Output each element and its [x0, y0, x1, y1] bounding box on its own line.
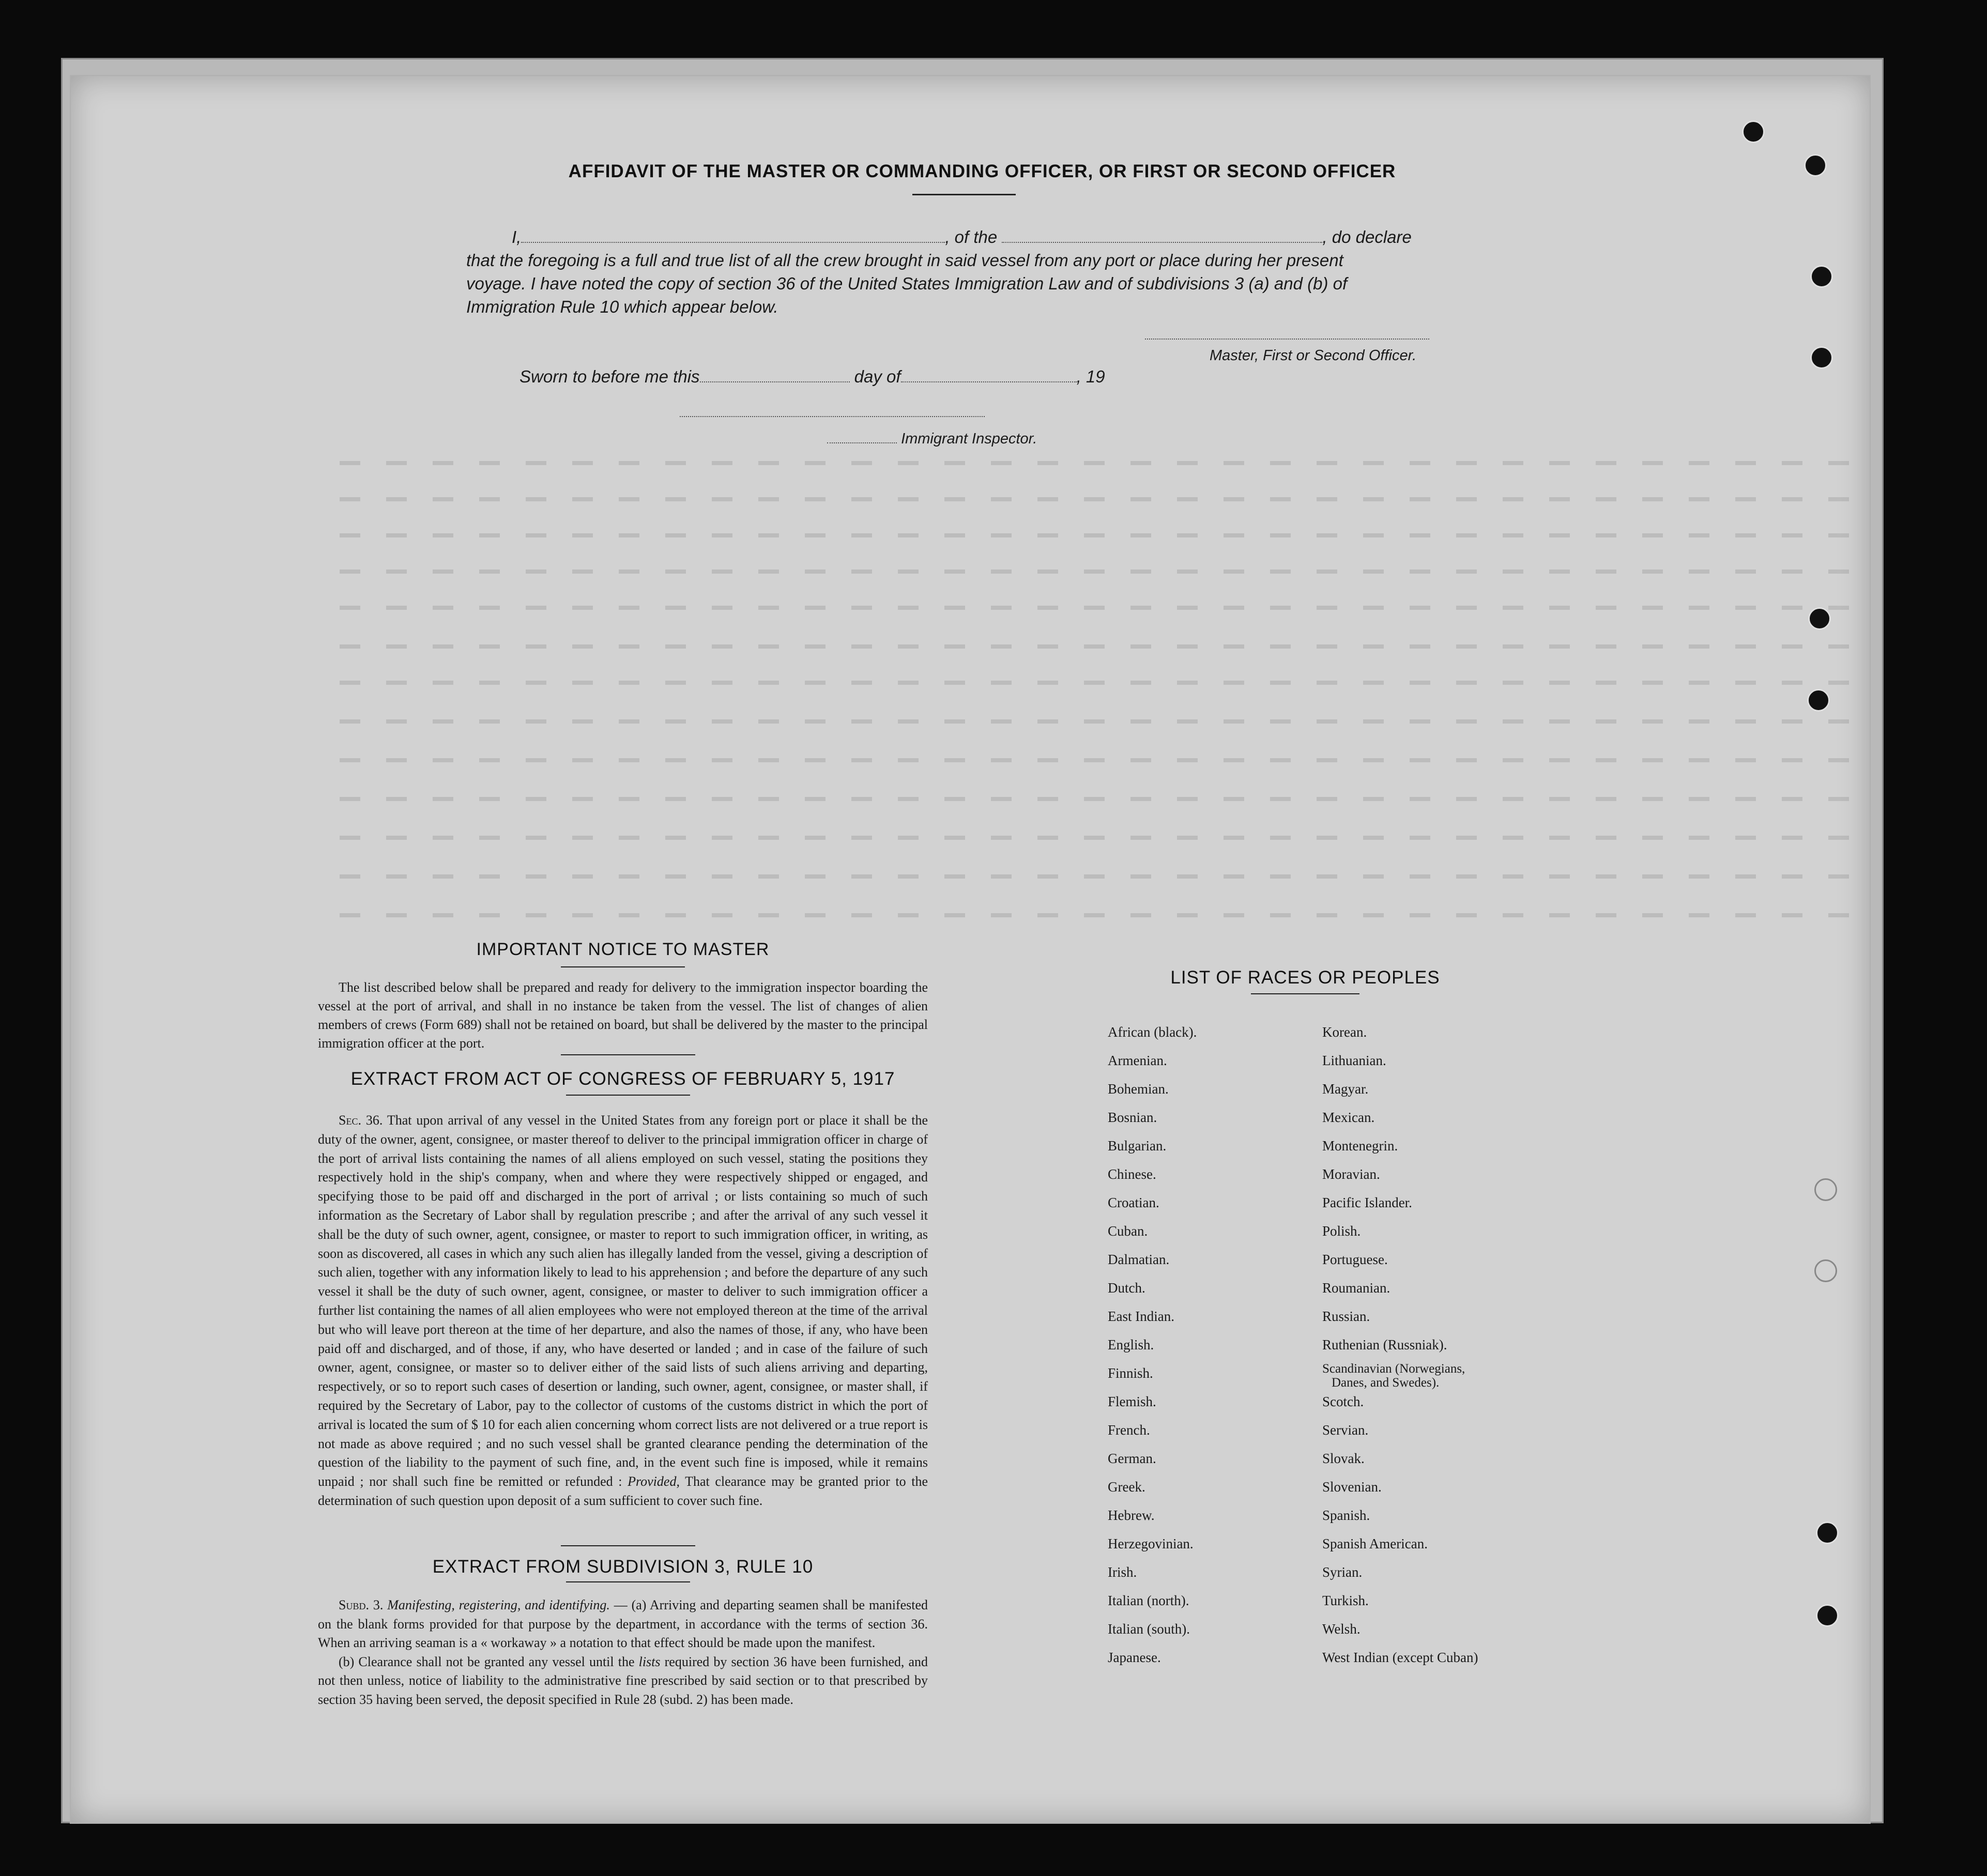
punch-hole [1808, 607, 1831, 630]
punch-hole [1810, 346, 1833, 369]
act-end-rule [561, 1545, 695, 1546]
race-item: Bulgarian. [1108, 1138, 1167, 1154]
race-item: English. [1108, 1337, 1154, 1352]
race-item: Bosnian. [1108, 1110, 1157, 1125]
bleed-through-row [340, 681, 1864, 685]
sworn-day-blank [700, 381, 850, 382]
year-prefix: , 19 [1076, 367, 1105, 386]
race-item: Herzegovinian. [1108, 1536, 1194, 1551]
bleed-through-row [340, 461, 1864, 465]
heading-rule [912, 194, 1016, 195]
act-rule [566, 1095, 690, 1096]
race-item: Scotch. [1322, 1394, 1364, 1409]
races-list-right [1322, 1024, 1478, 1678]
race-item: Mexican. [1322, 1110, 1375, 1125]
race-item: Croatian. [1108, 1195, 1159, 1210]
race-item: Turkish. [1322, 1593, 1369, 1608]
affidavit-line-4: Immigration Rule 10 which appear below. [466, 297, 778, 316]
master-signature-blank [1145, 339, 1429, 340]
punch-hole [1814, 1178, 1837, 1201]
inspector-signature-blank [680, 416, 985, 417]
act-heading: EXTRACT FROM ACT OF CONGRESS OF FEBRUARY 5, 1917 [350, 1069, 895, 1089]
race-item: Magyar. [1322, 1081, 1369, 1097]
race-item: Spanish American. [1322, 1536, 1428, 1551]
race-item: Lithuanian. [1322, 1053, 1386, 1068]
bleed-through-row [340, 719, 1864, 724]
race-item: Flemish. [1108, 1394, 1156, 1409]
bleed-through-row [340, 797, 1864, 801]
act-section-36-text: Sec. 36. That upon arrival of any vessel in the United States from any foreign port or place it shall be the duty of the owner, agent, consignee, or master thereof to deliver to the principal immigration officer in charge of the port of arrival lists containing the names of all aliens employed on such vessel, stating the positions they respectively hold in the ship's company, when and where they were respectively shipped or engaged, and specifying those to be paid off and discharged in the port of arrival ; or lists containing so much of such information as the Secretary of Labor shall by regulation prescribe ; and after the arrival of any such vessel it shall be the duty of such owner, agent, consignee, or master to report to such immigration officer, in writing, as soon as discovered, all cases in which any such alien has illegally landed from the vessel, giving a description of such alien, together with any information likely to lead to his apprehension ; and before the departure of any such vessel it shall be the duty of such owner, agent, consignee, or master to deliver to such immigration officer a further list containing the names of all alien employees who were not employed thereon at the time of the arrival but who will leave port thereon at the time of her departure, and also the names of those, if any, who have been paid off and discharged, and of those, if any, who have deserted or landed ; and in case of the failure of such owner, agent, consignee, or master so to deliver either of the said lists of such aliens arriving and departing, respectively, or so to report such cases of desertion or landing, such owner, agent, consignee, or master shall, if required by the Secretary of Labor, pay to the collector of customs of the customs district in which the port of arrival is located the sum of $ 10 for each alien concerning whom correct lists are not delivered or a true report is not made as above required ; and no such vessel shall be granted clearance pending the determination of the question of the liability to the payment of such fine, and, in the event such fine is imposed, while it remains unpaid ; nor shall such fine be remitted or refunded : Provided, That clearance may be granted prior to the determination of such question upon deposit of a sum sufficient to cover such fine. [318, 1113, 928, 1508]
bleed-through-row [340, 570, 1864, 574]
inspector-line [827, 430, 1037, 448]
affidavit-line-3: voyage. I have noted the copy of section 36 of the United States Immigration Law and of subdivisions 3 (a) and (b) of [466, 274, 1348, 293]
race-item: Syrian. [1322, 1564, 1363, 1580]
master-signature-label: Master, First or Second Officer. [1210, 347, 1417, 364]
race-item-line: Danes, and Swedes). [1332, 1376, 1440, 1390]
name-blank [521, 242, 945, 243]
race-item: German. [1108, 1451, 1156, 1466]
inspector-blank-short [827, 442, 897, 443]
race-item: Spanish. [1322, 1508, 1370, 1523]
race-item: Korean. [1322, 1024, 1367, 1040]
sworn-line [519, 367, 1105, 387]
race-item: Japanese. [1108, 1650, 1161, 1665]
punch-hole [1742, 120, 1765, 143]
race-item: Moravian. [1322, 1166, 1380, 1182]
races-rule [1251, 993, 1359, 994]
of-the-label: , of the [945, 227, 998, 247]
section-label: Sec. 36. [339, 1113, 383, 1128]
bleed-through-row [340, 758, 1864, 762]
race-item: Slovenian. [1322, 1479, 1382, 1495]
race-item-line: Scandinavian (Norwegians, [1322, 1362, 1465, 1376]
bleed-through-row [340, 644, 1864, 649]
vessel-blank [1002, 242, 1322, 243]
race-item: Roumanian. [1322, 1280, 1390, 1296]
sworn-label: Sworn to before me this [519, 367, 700, 386]
race-item: Slovak. [1322, 1451, 1365, 1466]
do-declare-label: , do declare [1322, 227, 1412, 247]
affidavit-line-1 [512, 227, 1412, 247]
punch-hole [1816, 1604, 1839, 1627]
punch-hole [1804, 154, 1827, 177]
bleed-through-row [340, 836, 1864, 840]
race-item: East Indian. [1108, 1309, 1174, 1324]
bleed-through-row [340, 913, 1864, 917]
affidavit-heading: AFFIDAVIT OF THE MASTER OR COMMANDING OFFICER, OR FIRST OR SECOND OFFICER [568, 161, 1396, 181]
race-item: French. [1108, 1422, 1150, 1438]
race-item: Italian (south). [1108, 1621, 1190, 1637]
day-of-label: day of [854, 367, 901, 386]
race-item: Cuban. [1108, 1223, 1148, 1239]
notice-end-rule [561, 1054, 695, 1055]
sworn-month-blank [901, 381, 1077, 382]
race-item: Servian. [1322, 1422, 1369, 1438]
race-item: Pacific Islander. [1322, 1195, 1412, 1210]
i-label: I, [512, 227, 522, 247]
punch-hole [1814, 1259, 1837, 1282]
rule-subdivision-text: Subd. 3. Manifesting, registering, and identifying. — (a) Arriving and departing seamen shall be manifested on the blank forms provided for that purpose by the department, in accordance with the terms of section 36. When an arriving seaman is a « workaway » a notation to that effect should be made upon the manifest. (b) Clearance shall not be granted any vessel until the lists required by section 36 have been furnished, and not then unless, notice of liability to the administrative fine prescribed by said section or to that prescribed by section 35 having been served, the deposit specified in Rule 28 (subd. 2) has been made. [318, 1597, 928, 1707]
race-item: Ruthenian (Russniak). [1322, 1337, 1447, 1352]
notice-rule [561, 966, 685, 967]
race-item: Chinese. [1108, 1166, 1156, 1182]
bleed-through-row [340, 606, 1864, 610]
race-item: Italian (north). [1108, 1593, 1189, 1608]
races-list-left [1108, 1024, 1197, 1678]
affidavit-line-2: that the foregoing is a full and true list of all the crew brought in said vessel from any port or place during her present [466, 251, 1343, 270]
race-item: Hebrew. [1108, 1508, 1155, 1523]
race-item: Greek. [1108, 1479, 1145, 1495]
race-item: Dutch. [1108, 1280, 1145, 1296]
race-item: Russian. [1322, 1309, 1370, 1324]
race-item: Bohemian. [1108, 1081, 1169, 1097]
race-item: Polish. [1322, 1223, 1361, 1239]
punch-hole [1810, 265, 1833, 288]
race-item: Welsh. [1322, 1621, 1361, 1637]
inspector-label: Immigrant Inspector. [901, 430, 1037, 447]
notice-heading: IMPORTANT NOTICE TO MASTER [476, 940, 770, 959]
race-item: Montenegrin. [1322, 1138, 1398, 1154]
bleed-through-row [340, 533, 1864, 537]
race-item: Irish. [1108, 1564, 1137, 1580]
punch-hole [1807, 689, 1830, 712]
race-item-two-line [1322, 1362, 1478, 1390]
punch-hole [1816, 1521, 1839, 1544]
bleed-through-row [340, 874, 1864, 879]
race-item: Portuguese. [1322, 1252, 1388, 1267]
rule-rule [566, 1581, 690, 1582]
rule-heading: EXTRACT FROM SUBDIVISION 3, RULE 10 [432, 1557, 814, 1577]
race-item: Finnish. [1108, 1365, 1153, 1381]
race-item: West Indian (except Cuban) [1322, 1650, 1478, 1665]
race-item: Dalmatian. [1108, 1252, 1170, 1267]
race-item: African (black). [1108, 1024, 1197, 1040]
race-item: Armenian. [1108, 1053, 1167, 1068]
races-heading: LIST OF RACES OR PEOPLES [1170, 967, 1440, 988]
bleed-through-row [340, 497, 1864, 501]
notice-text: The list described below shall be prepared and ready for delivery to the immigration inspector boarding the vessel at the port of arrival, and shall in no instance be taken from the vessel. The list of changes of alien members of crews (Form 689) shall not be retained on board, but shall be delivered by the master to the principal immigration officer at the port. [318, 980, 928, 1051]
